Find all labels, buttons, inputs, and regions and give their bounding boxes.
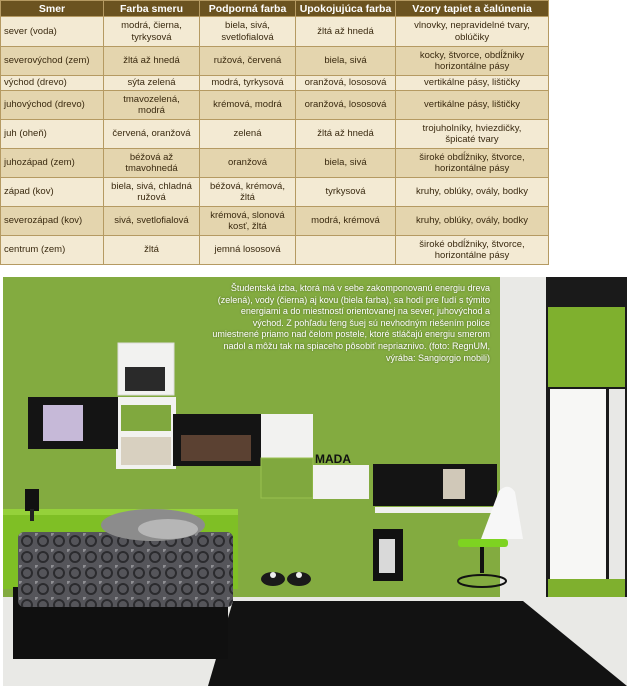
shelf-sign: MADA	[315, 452, 351, 466]
cell-calming-color: modrá, krémová	[296, 207, 396, 236]
cell-calming-color: žltá až hnedá	[296, 120, 396, 149]
cell-patterns: široké obdĺžniky, štvorce, horizontálne pásy	[396, 236, 549, 265]
wardrobe-green-panel	[548, 307, 625, 387]
cell-patterns: vlnovky, nepravidelné tvary, oblúčiky	[396, 17, 549, 47]
cell-direction-color: žltá až hnedá	[104, 47, 200, 76]
cell-calming-color: oranžová, lososová	[296, 91, 396, 120]
header-patterns: Vzory tapiet a čalúnenia	[396, 1, 549, 17]
cell-direction: sever (voda)	[1, 17, 104, 47]
cell-support-color: oranžová	[200, 149, 296, 178]
cell-direction-color: červená, oranžová	[104, 120, 200, 149]
table-row	[1, 178, 549, 207]
cell-direction-color: tmavozelená, modrá	[104, 91, 200, 120]
cell-direction-color: biela, sivá, chladná ružová	[104, 178, 200, 207]
cell-direction: juh (oheň)	[1, 120, 104, 149]
cell-patterns: vertikálne pásy, lištičky	[396, 91, 549, 120]
cell-direction: východ (drevo)	[1, 76, 104, 91]
cell-support-color: biela, sivá, svetlofialová	[200, 17, 296, 47]
bedroom-photo	[3, 277, 627, 686]
lamp	[25, 489, 39, 511]
table-row	[1, 17, 549, 47]
photo-caption-text: Študentská izba, ktorá má v sebe zakomponovanú energiu dreva (zelená), vody (čierna) aj kovu (biela farba), sa hodí pre ľudí s týmito energiami a do miestností orientovanej na sever, juhovýchod a východ. Z pohľadu feng šuej sú nevhodným riešením police umiestnené priamo nad čelom postele, ktoré stláčajú energiu smerom nadol a môžu tak na spiaceho pôsobiť nepriaznivo. (foto: RegnUM, výrába: Sangiorgio mobili)	[212, 283, 490, 363]
shelf-black-right	[373, 464, 497, 506]
cell-calming-color: tyrkysová	[296, 178, 396, 207]
cell-direction-color: sivá, svetlofialová	[104, 207, 200, 236]
feng-shui-color-table	[0, 0, 548, 259]
header-direction-color: Farba smeru	[104, 1, 200, 17]
cell-support-color: ružová, červená	[200, 47, 296, 76]
cell-calming-color: žltá až hnedá	[296, 17, 396, 47]
table-row	[1, 120, 549, 149]
cell-patterns: kruhy, oblúky, ovály, bodky	[396, 178, 549, 207]
table-row	[1, 207, 549, 236]
cell-patterns: trojuholníky, hviezdičky, špicaté tvary	[396, 120, 549, 149]
cell-direction: severovýchod (zem)	[1, 47, 104, 76]
cell-direction-color: sýta zelená	[104, 76, 200, 91]
table-row	[1, 76, 549, 91]
cell-patterns: kocky, štvorce, obdĺžniky horizontálne pásy	[396, 47, 549, 76]
cell-calming-color: oranžová, lososová	[296, 76, 396, 91]
cell-support-color: zelená	[200, 120, 296, 149]
cell-patterns: vertikálne pásy, lištičky	[396, 76, 549, 91]
cell-patterns: kruhy, oblúky, ovály, bodky	[396, 207, 549, 236]
cell-support-color: jemná lososová	[200, 236, 296, 265]
cell-patterns: široké obdĺžniky, štvorce, horizontálne pásy	[396, 149, 549, 178]
cell-direction: juhozápad (zem)	[1, 149, 104, 178]
header-direction: Smer	[1, 1, 104, 17]
desk	[375, 507, 505, 513]
cell-support-color: béžová, krémová, žltá	[200, 178, 296, 207]
cell-direction-color: žltá	[104, 236, 200, 265]
photo-caption	[208, 283, 490, 364]
cell-direction: severozápad (kov)	[1, 207, 104, 236]
cell-calming-color: biela, sivá	[296, 47, 396, 76]
cell-direction-color: modrá, čierna, tyrkysová	[104, 17, 200, 47]
cell-direction: západ (kov)	[1, 178, 104, 207]
table-row	[1, 236, 549, 265]
header-calming-color: Upokojujúca farba	[296, 1, 396, 17]
cell-support-color: modrá, tyrkysová	[200, 76, 296, 91]
table-header-row	[1, 1, 549, 17]
header-support-color: Podporná farba	[200, 1, 296, 17]
table-row	[1, 91, 549, 120]
shelf-white-right	[313, 465, 369, 499]
color-table	[0, 0, 549, 265]
cell-calming-color	[296, 236, 396, 265]
cell-direction: juhovýchod (drevo)	[1, 91, 104, 120]
cell-direction: centrum (zem)	[1, 236, 104, 265]
cell-calming-color: biela, sivá	[296, 149, 396, 178]
cell-direction-color: béžová až tmavohnedá	[104, 149, 200, 178]
cell-support-color: krémová, slonová kosť, žltá	[200, 207, 296, 236]
table-row	[1, 47, 549, 76]
table-row	[1, 149, 549, 178]
cell-support-color: krémová, modrá	[200, 91, 296, 120]
shelf-white-mid	[261, 414, 313, 458]
